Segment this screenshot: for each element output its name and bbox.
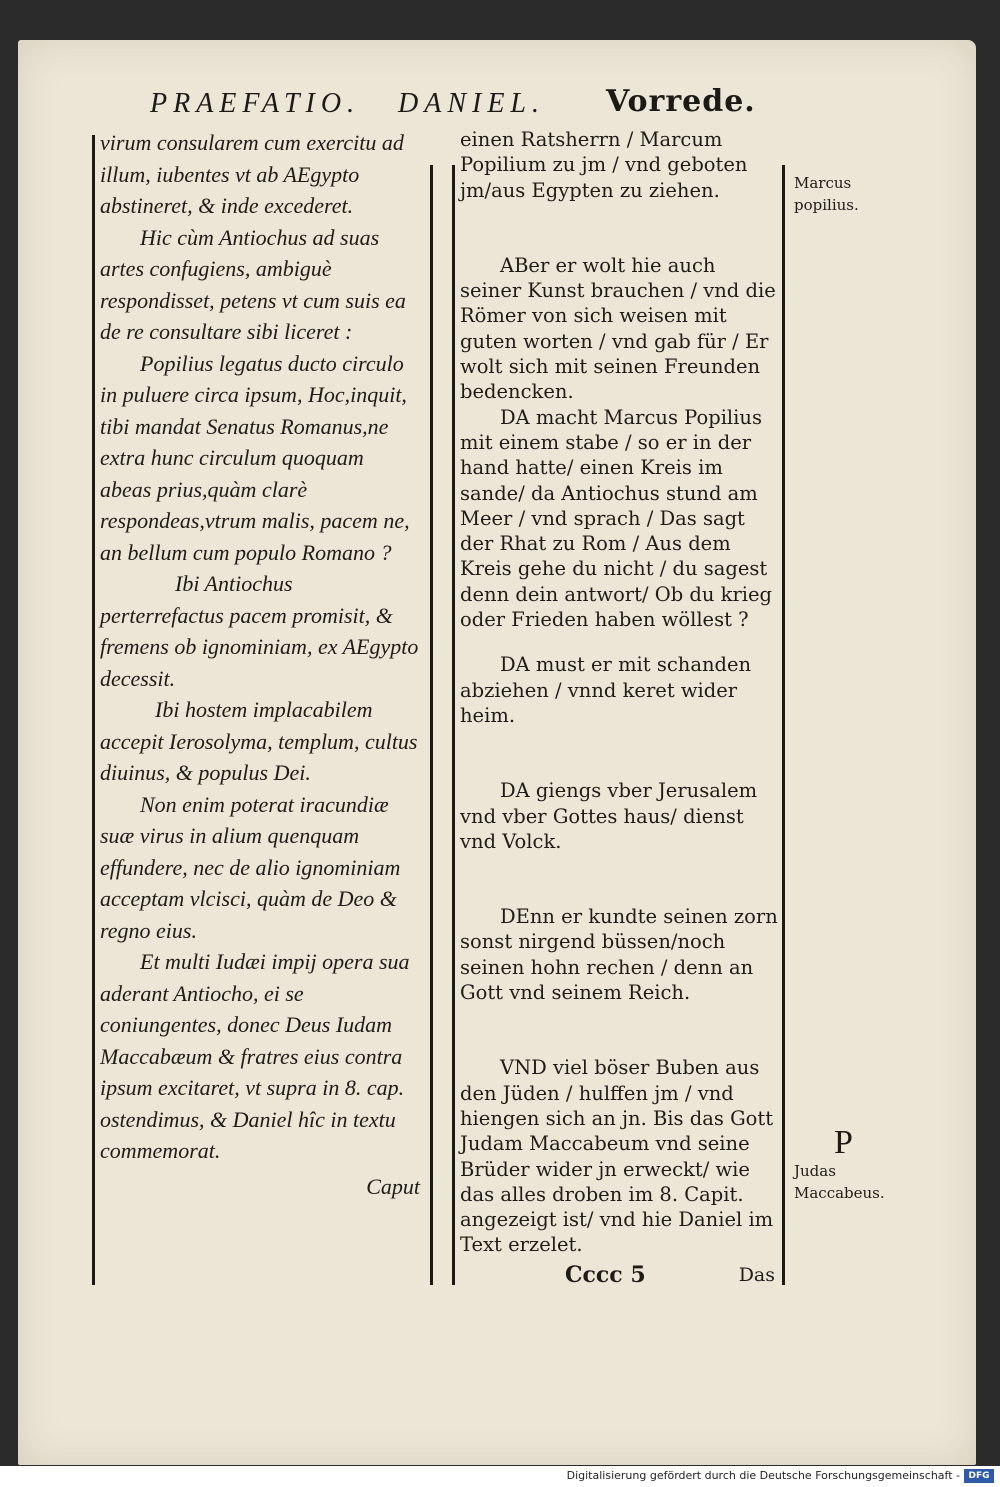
margin-note-judas: Judas Maccabeus.: [794, 1162, 885, 1202]
center-column-rule-right: [452, 165, 455, 1285]
german-paragraph: DEnn er kundte seinen zorn sonst nirgend büssen/noch seinen hohn rechen / denn an Gott vnd seinem Reich.: [460, 905, 778, 1005]
header-daniel: DANIEL.: [398, 88, 545, 119]
header-praefatio: PRAEFATIO.: [150, 88, 361, 119]
signature-row: [565, 1262, 775, 1292]
right-column-rule: [782, 165, 785, 1285]
left-column-rule: [92, 135, 95, 1285]
german-paragraph: DA giengs vber Jerusalem vnd vber Gottes haus/ dienst vnd Volck.: [460, 779, 758, 853]
german-column: [460, 127, 778, 1258]
latin-column: [100, 127, 420, 1202]
german-paragraph: einen Ratsherrn / Marcum Popilium zu jm / vnd geboten jm/aus Egypten zu ziehen.: [460, 128, 748, 202]
margin-note-popilius: Marcus popilius.: [794, 174, 859, 214]
german-paragraph: DA macht Marcus Popilius mit einem stabe / so er in der hand hatte/ einen Kreis im sande/ da Antiochus stund am Meer / vnd sprach / Das sagt der Rhat zu Rom / Aus dem Kreis gehe du nicht / du sagest denn dein antwort/ Ob du krieg oder Frieden haben wöllest ?: [460, 405, 773, 632]
latin-paragraph: virum consularem cum exercitu ad illum, iubentes vt ab AEgypto abstineret, & inde excederet.: [100, 130, 404, 218]
signature-mark: Cccc 5: [565, 1262, 646, 1288]
latin-catchword: Caput: [366, 1173, 420, 1199]
german-catchword: Das: [738, 1264, 775, 1286]
latin-paragraph: Non enim poterat iracundiæ suæ virus in alium quenquam effundere, nec de alio ignominiam acceptam vlcisci, quàm de Deo & regno eius.: [100, 791, 401, 943]
footer-bar: [0, 1466, 1000, 1487]
german-paragraph: VND viel böser Buben aus den Jüden / hulffen jm / vnd hiengen sich an jn. Bis das Gott Judam Maccabeum vnd seine Brüder wider jn erweckt/ wie das alles droben im 8. Capit. angezeigt ist/ vnd hie Daniel im Text erzelet.: [460, 1056, 774, 1257]
latin-paragraph: Et multi Iudæi impij opera sua aderant Antiocho, ei se coniungentes, donec Deus Iudam Maccabæum & fratres eius contra ipsum excitaret, vt supra in 8. cap. ostendimus, & Daniel hîc in textu commemorat.: [100, 949, 410, 1163]
latin-paragraph: Ibi Antiochus perterrefactus pacem promisit, & fremens ob ignominiam, ex AEgypto decessit.: [100, 571, 419, 691]
center-column-rule-left: [430, 165, 433, 1285]
german-paragraph: ABer er wolt hie auch seiner Kunst brauchen / vnd die Römer von sich weisen mit guten worten / vnd gab für / Er wolt sich mit seinen Freunden bedencken.: [460, 253, 776, 404]
dfg-logo-icon: DFG: [964, 1469, 994, 1483]
latin-paragraph: Hic cùm Antiochus ad suas artes confugiens, ambiguè respondisset, petens vt cum suis ea de re consultare sibi liceret :: [100, 224, 406, 344]
header-vorrede: Vorrede.: [606, 84, 756, 119]
latin-paragraph: Popilius legatus ducto circulo in puluere circa ipsum, Hoc,inquit, tibi mandat Senatus Romanus,ne extra hunc circulum quoquam abeas prius,quàm clarè respondeas,vtrum malis, pacem ne, an bellum cum populo Romano ?: [100, 350, 410, 565]
footer-credit: Digitalisierung gefördert durch die Deutsche Forschungsgemeinschaft -: [566, 1469, 960, 1482]
latin-paragraph: Ibi hostem implacabilem accepit Ierosolyma, templum, cultus diuinus, & populus Dei.: [100, 697, 418, 785]
margin-letter: P: [834, 1124, 853, 1161]
german-paragraph: DA must er mit schanden abziehen / vnnd keret wider heim.: [460, 653, 752, 727]
